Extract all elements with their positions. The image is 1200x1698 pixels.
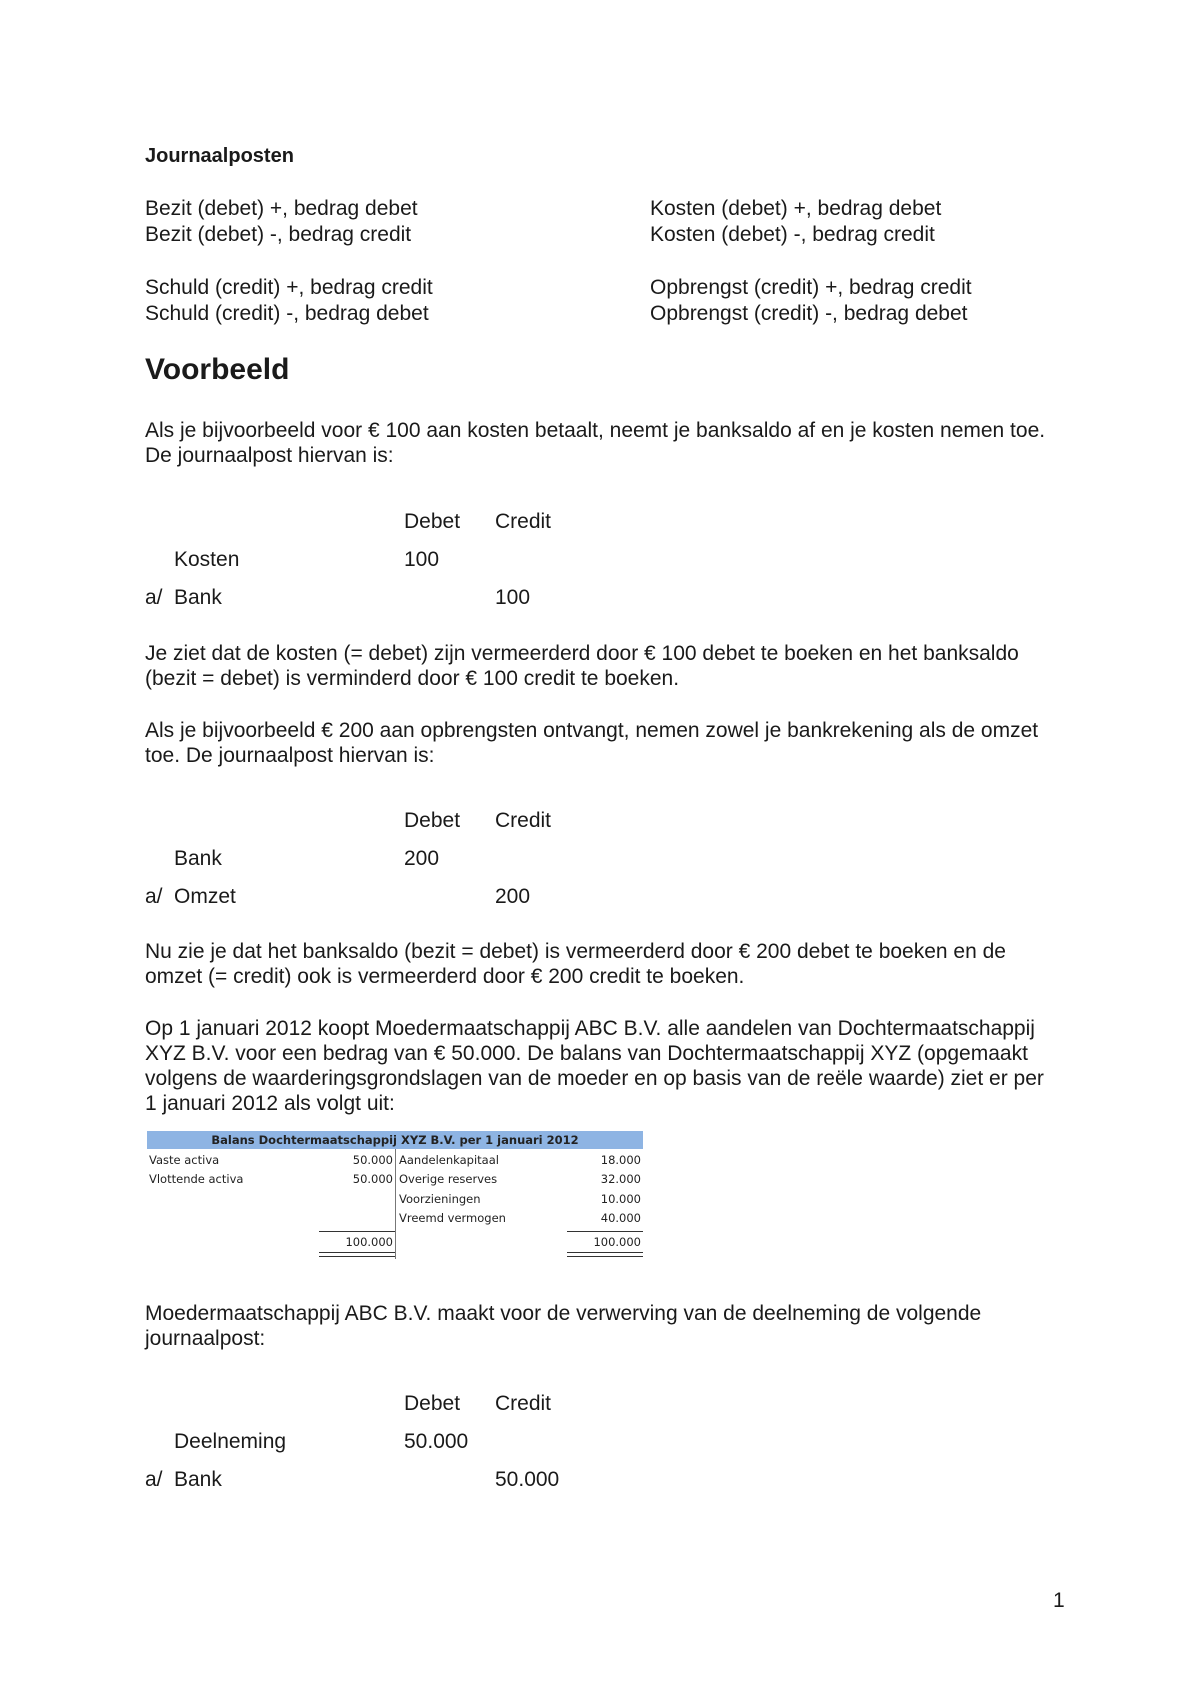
balance-right-label: Overige reserves — [399, 1172, 498, 1186]
debit-amount: 50.000 — [404, 1430, 469, 1453]
paragraph-line: XYZ B.V. voor een bedrag van € 50.000. De balans van Dochtermaatschappij XYZ (opgemaakt — [145, 1042, 1028, 1065]
credit-prefix: a/ — [145, 1468, 163, 1491]
balance-left-amount: 50.000 — [352, 1153, 393, 1167]
page-title: Journaalposten — [145, 145, 294, 167]
debit-account: Bank — [174, 847, 222, 870]
paragraph-line: Nu zie je dat het banksaldo (bezit = debet) is vermeerderd door € 200 debet te boeken en de — [145, 940, 1006, 963]
paragraph-line: Moedermaatschappij ABC B.V. maakt voor de verwerving van de deelneming de volgende — [145, 1302, 982, 1325]
section-heading: Voorbeeld — [145, 353, 290, 386]
balance-right-label: Voorzieningen — [399, 1192, 481, 1206]
credit-amount: 200 — [495, 885, 531, 908]
rule-left-4: Schuld (credit) -, bedrag debet — [145, 302, 429, 325]
balance-right-double-line — [567, 1252, 643, 1257]
rule-left-3: Schuld (credit) +, bedrag credit — [145, 276, 433, 299]
paragraph-line: Op 1 januari 2012 koopt Moedermaatschappij ABC B.V. alle aandelen van Dochtermaatschappij — [145, 1017, 1035, 1040]
debit-amount: 200 — [404, 847, 440, 870]
paragraph-line: toe. De journaalpost hiervan is: — [145, 744, 435, 767]
balance-left-amount: 50.000 — [352, 1172, 393, 1186]
debet-header: Debet — [404, 1392, 461, 1415]
rule-right-3: Opbrengst (credit) +, bedrag credit — [650, 276, 972, 299]
credit-amount: 100 — [495, 586, 531, 609]
credit-account: Bank — [174, 1468, 222, 1491]
balance-right-amount: 40.000 — [600, 1211, 641, 1225]
balance-title: Balans Dochtermaatschappij XYZ B.V. per 1 januari 2012 — [147, 1131, 643, 1149]
rule-right-1: Kosten (debet) +, bedrag debet — [650, 197, 942, 220]
balance-divider — [395, 1149, 396, 1259]
page-number: 1 — [1053, 1589, 1065, 1612]
credit-account: Omzet — [174, 885, 236, 908]
paragraph-line: De journaalpost hiervan is: — [145, 444, 394, 467]
credit-header: Credit — [495, 809, 552, 832]
balance-left-total-line — [319, 1231, 395, 1232]
paragraph-line: Als je bijvoorbeeld voor € 100 aan kosten betaalt, neemt je banksaldo af en je kosten nemen toe. — [145, 419, 1046, 442]
paragraph-line: Als je bijvoorbeeld € 200 aan opbrengsten ontvangt, nemen zowel je bankrekening als de omzet — [145, 719, 1039, 742]
rule-left-2: Bezit (debet) -, bedrag credit — [145, 223, 412, 246]
balance-right-amount: 32.000 — [600, 1172, 641, 1186]
debet-header: Debet — [404, 510, 461, 533]
balance-sheet — [147, 1131, 643, 1261]
paragraph-line: volgens de waarderingsgrondslagen van de moeder en op basis van de reële waarde) ziet er per — [145, 1067, 1044, 1090]
balance-right-total: 100.000 — [593, 1235, 641, 1249]
paragraph-line: journaalpost: — [145, 1327, 266, 1350]
paragraph-line: Je ziet dat de kosten (= debet) zijn vermeerderd door € 100 debet te boeken en het banksaldo — [145, 642, 1019, 665]
credit-prefix: a/ — [145, 586, 163, 609]
paragraph-3 — [145, 718, 1065, 768]
debit-account: Deelneming — [174, 1430, 287, 1453]
paragraph-5 — [145, 1016, 1065, 1116]
debit-account: Kosten — [174, 548, 240, 571]
debet-header: Debet — [404, 809, 461, 832]
credit-header: Credit — [495, 510, 552, 533]
balance-left-label: Vlottende activa — [149, 1172, 244, 1186]
paragraph-line: (bezit = debet) is verminderd door € 100 credit te boeken. — [145, 667, 680, 690]
credit-amount: 50.000 — [495, 1468, 560, 1491]
balance-right-label: Vreemd vermogen — [399, 1211, 506, 1225]
rule-right-2: Kosten (debet) -, bedrag credit — [650, 223, 935, 246]
credit-prefix: a/ — [145, 885, 163, 908]
balance-right-total-line — [567, 1231, 643, 1232]
balance-left-double-line — [319, 1252, 395, 1257]
balance-right-amount: 10.000 — [600, 1192, 641, 1206]
paragraph-6 — [145, 1301, 1065, 1351]
balance-left-total: 100.000 — [345, 1235, 393, 1249]
balance-left-label: Vaste activa — [149, 1153, 220, 1167]
paragraph-4 — [145, 939, 1065, 989]
paragraph-1 — [145, 418, 1065, 468]
balance-right-amount: 18.000 — [600, 1153, 641, 1167]
paragraph-2 — [145, 641, 1065, 691]
balance-right-label: Aandelenkapitaal — [399, 1153, 499, 1167]
rule-right-4: Opbrengst (credit) -, bedrag debet — [650, 302, 968, 325]
credit-account: Bank — [174, 586, 222, 609]
credit-header: Credit — [495, 1392, 552, 1415]
paragraph-line: 1 januari 2012 als volgt uit: — [145, 1092, 395, 1115]
debit-amount: 100 — [404, 548, 440, 571]
rule-left-1: Bezit (debet) +, bedrag debet — [145, 197, 418, 220]
paragraph-line: omzet (= credit) ook is vermeerderd door € 200 credit te boeken. — [145, 965, 745, 988]
